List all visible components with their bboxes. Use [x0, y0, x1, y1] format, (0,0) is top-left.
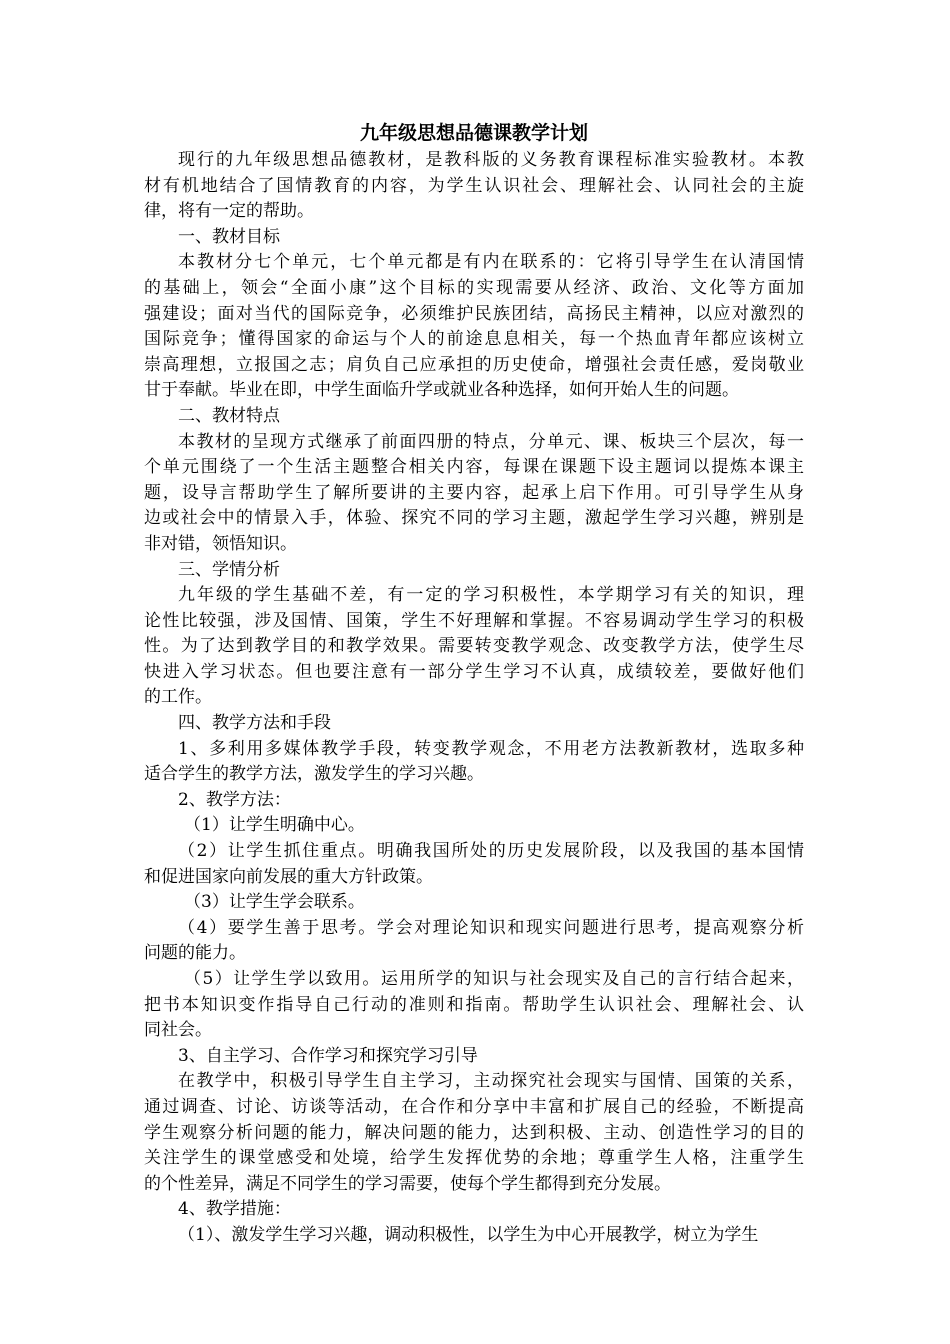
text-line: 二、教材特点 [178, 405, 280, 426]
text-line: 本教材分七个单元，七个单元都是有内在联系的：它将引导学生在认清国情 [178, 252, 804, 273]
text-line: 把书本知识变作指导自己行动的准则和指南。帮助学生认识社会、理解社会、认 [144, 994, 804, 1015]
text-line: 的个性差异，满足不同学生的学习需要，使每个学生都得到充分发展。 [144, 1173, 671, 1194]
text-line: 律，将有一定的帮助。 [144, 201, 314, 222]
paragraph [144, 711, 804, 737]
text-line: 崇高理想，立报国之志；肩负自己应承担的历史使命，增强社会责任感，爱岗敬业 [144, 354, 804, 375]
text-line: 关注学生的课堂感受和处境，给学生发挥优势的余地；尊重学生人格，注重学生 [144, 1148, 804, 1169]
text-line: （2）让学生抓住重点。明确我国所处的历史发展阶段，以及我国的基本国情 [178, 841, 804, 862]
text-line: 四、教学方法和手段 [178, 713, 331, 734]
text-line: 强建设；面对当代的国际竞争，必须维护民族团结，高扬民主精神，以应对激烈的 [144, 303, 804, 324]
text-line: （3）让学生学会联系。 [184, 892, 365, 913]
paragraph [144, 839, 804, 890]
text-line: 非对错，领悟知识。 [144, 533, 297, 554]
paragraph [144, 583, 804, 711]
text-line: （5）让学生学以致用。运用所学的知识与社会现实及自己的言行结合起来， [184, 969, 804, 989]
text-line: 问题的能力。 [144, 943, 246, 964]
text-line: 学生观察分析问题的能力，解决问题的能力，达到积极、主动、创造性学习的目的 [144, 1122, 804, 1143]
text-line: 性。为了达到教学目的和教学效果。需要转变教学观念、改变教学方法，使学生尽 [144, 636, 804, 657]
paragraph [144, 225, 804, 251]
paragraph [144, 148, 804, 225]
text-line: （4）要学生善于思考。学会对理论知识和现实问题进行思考，提高观察分析 [178, 917, 804, 938]
text-line: 甘于奉献。毕业在即，中学生面临升学或就业各种选择，如何开始人生的问题。 [144, 380, 739, 401]
text-line: 的基础上，领会“全面小康”这个目标的实现需要从经济、政治、文化等方面加 [144, 277, 804, 298]
paragraph [144, 916, 804, 967]
paragraph [144, 430, 804, 558]
text-line: 本教材的呈现方式继承了前面四册的特点，分单元、课、板块三个层次，每一 [178, 431, 804, 452]
text-line: 2、教学方法： [178, 789, 291, 810]
document-body [144, 148, 804, 1249]
paragraph [144, 1197, 804, 1223]
paragraph [144, 558, 804, 584]
text-line: 九年级的学生基础不差，有一定的学习积极性，本学期学习有关的知识，理 [178, 585, 804, 606]
text-line: 边或社会中的情景入手，体验、探究不同的学习主题，激起学生学习兴趣，辨别是 [144, 508, 804, 529]
text-line: 和促进国家向前发展的重大方针政策。 [144, 866, 433, 887]
text-line: 快进入学习状态。但也要注意有一部分学生学习不认真，成绩较差，要做好他们 [144, 661, 804, 682]
text-line: 论性比较强，涉及国情、国策，学生不好理解和掌握。不容易调动学生学习的积极 [144, 610, 804, 631]
text-line: 1、多利用多媒体教学手段，转变教学观念，不用老方法教新教材，选取多种 [178, 738, 804, 759]
paragraph [144, 250, 804, 404]
text-line: 通过调查、讨论、访谈等活动，在合作和分享中丰富和扩展自己的经验，不断提高 [144, 1096, 804, 1117]
text-line: 个单元围绕了一个生活主题整合相关内容，每课在课题下设主题词以提炼本课主 [144, 457, 804, 478]
document-title: 九年级思想品德课教学计划 [359, 122, 588, 144]
text-line: 适合学生的教学方法，激发学生的学习兴趣。 [144, 764, 484, 785]
text-line: （1）让学生明确中心。 [184, 815, 365, 836]
paragraph [144, 1044, 804, 1070]
paragraph [144, 813, 804, 839]
text-line: 国际竞争；懂得国家的命运与个人的前途息息相关，每一个热血青年都应该树立 [144, 329, 804, 350]
paragraph [144, 1069, 804, 1197]
text-line: 在教学中，积极引导学生自主学习，主动探究社会现实与国情、国策的关系， [178, 1071, 804, 1092]
paragraph [144, 737, 804, 788]
text-line: 现行的九年级思想品德教材，是教科版的义务教育课程标准实验教材。本教 [178, 150, 804, 170]
paragraph [144, 788, 804, 814]
text-line: 4、教学措施： [178, 1199, 291, 1220]
text-line: 的工作。 [144, 687, 212, 708]
text-line: 材有机地结合了国情教育的内容，为学生认识社会、理解社会、认同社会的主旋 [144, 175, 804, 196]
paragraph [144, 890, 804, 916]
text-line: 三、学情分析 [178, 559, 280, 580]
text-line: 一、教材目标 [178, 226, 280, 247]
text-line: （1）、激发学生学习兴趣，调动积极性，以学生为中心开展教学，树立为学生 [178, 1224, 759, 1245]
document-page [144, 118, 804, 1249]
text-line: 同社会。 [144, 1020, 212, 1041]
paragraph [144, 404, 804, 430]
paragraph [144, 967, 804, 1044]
text-line: 题，设导言帮助学生了解所要讲的主要内容，起承上启下作用。可引导学生从身 [144, 482, 804, 503]
text-line: 3、自主学习、合作学习和探究学习引导 [178, 1045, 478, 1066]
paragraph [144, 1223, 804, 1249]
